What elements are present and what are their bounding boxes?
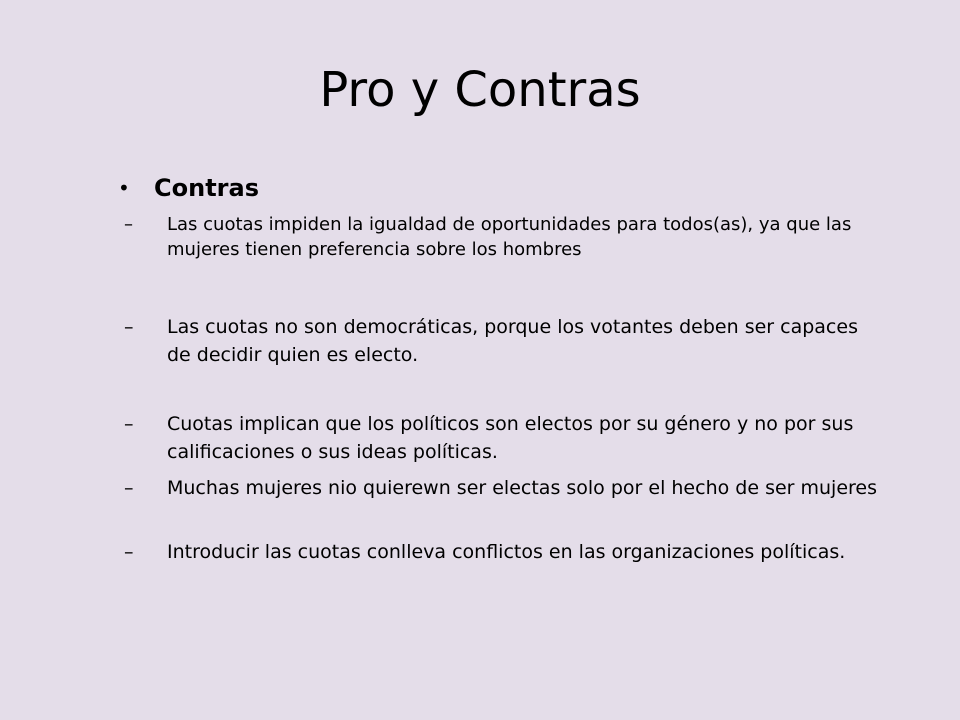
- dash-icon: –: [124, 477, 134, 499]
- list-item-text: Introducir las cuotas conlleva conflictos en las organizaciones políticas.: [167, 541, 846, 563]
- slide-title: Pro y Contras: [319, 62, 641, 118]
- bullet-icon: •: [118, 176, 130, 200]
- list-item-text: Muchas mujeres nio quierewn ser electas solo por el hecho de ser mujeres: [167, 477, 878, 499]
- section-heading: Contras: [154, 174, 259, 202]
- list-item-text: Las cuotas no son democráticas, porque los votantes deben ser capaces de decidir quien es electo.: [167, 316, 858, 366]
- dash-icon: –: [124, 541, 134, 563]
- dash-icon: –: [124, 316, 134, 338]
- dash-icon: –: [124, 413, 134, 435]
- list-item-text: Cuotas implican que los políticos son electos por su género y no por sus calificaciones o sus ideas políticas.: [167, 413, 854, 463]
- list-item-text: Las cuotas impiden la igualdad de oportunidades para todos(as), ya que las mujeres tienen preferencia sobre los hombres: [167, 214, 852, 260]
- dash-icon: –: [124, 214, 133, 235]
